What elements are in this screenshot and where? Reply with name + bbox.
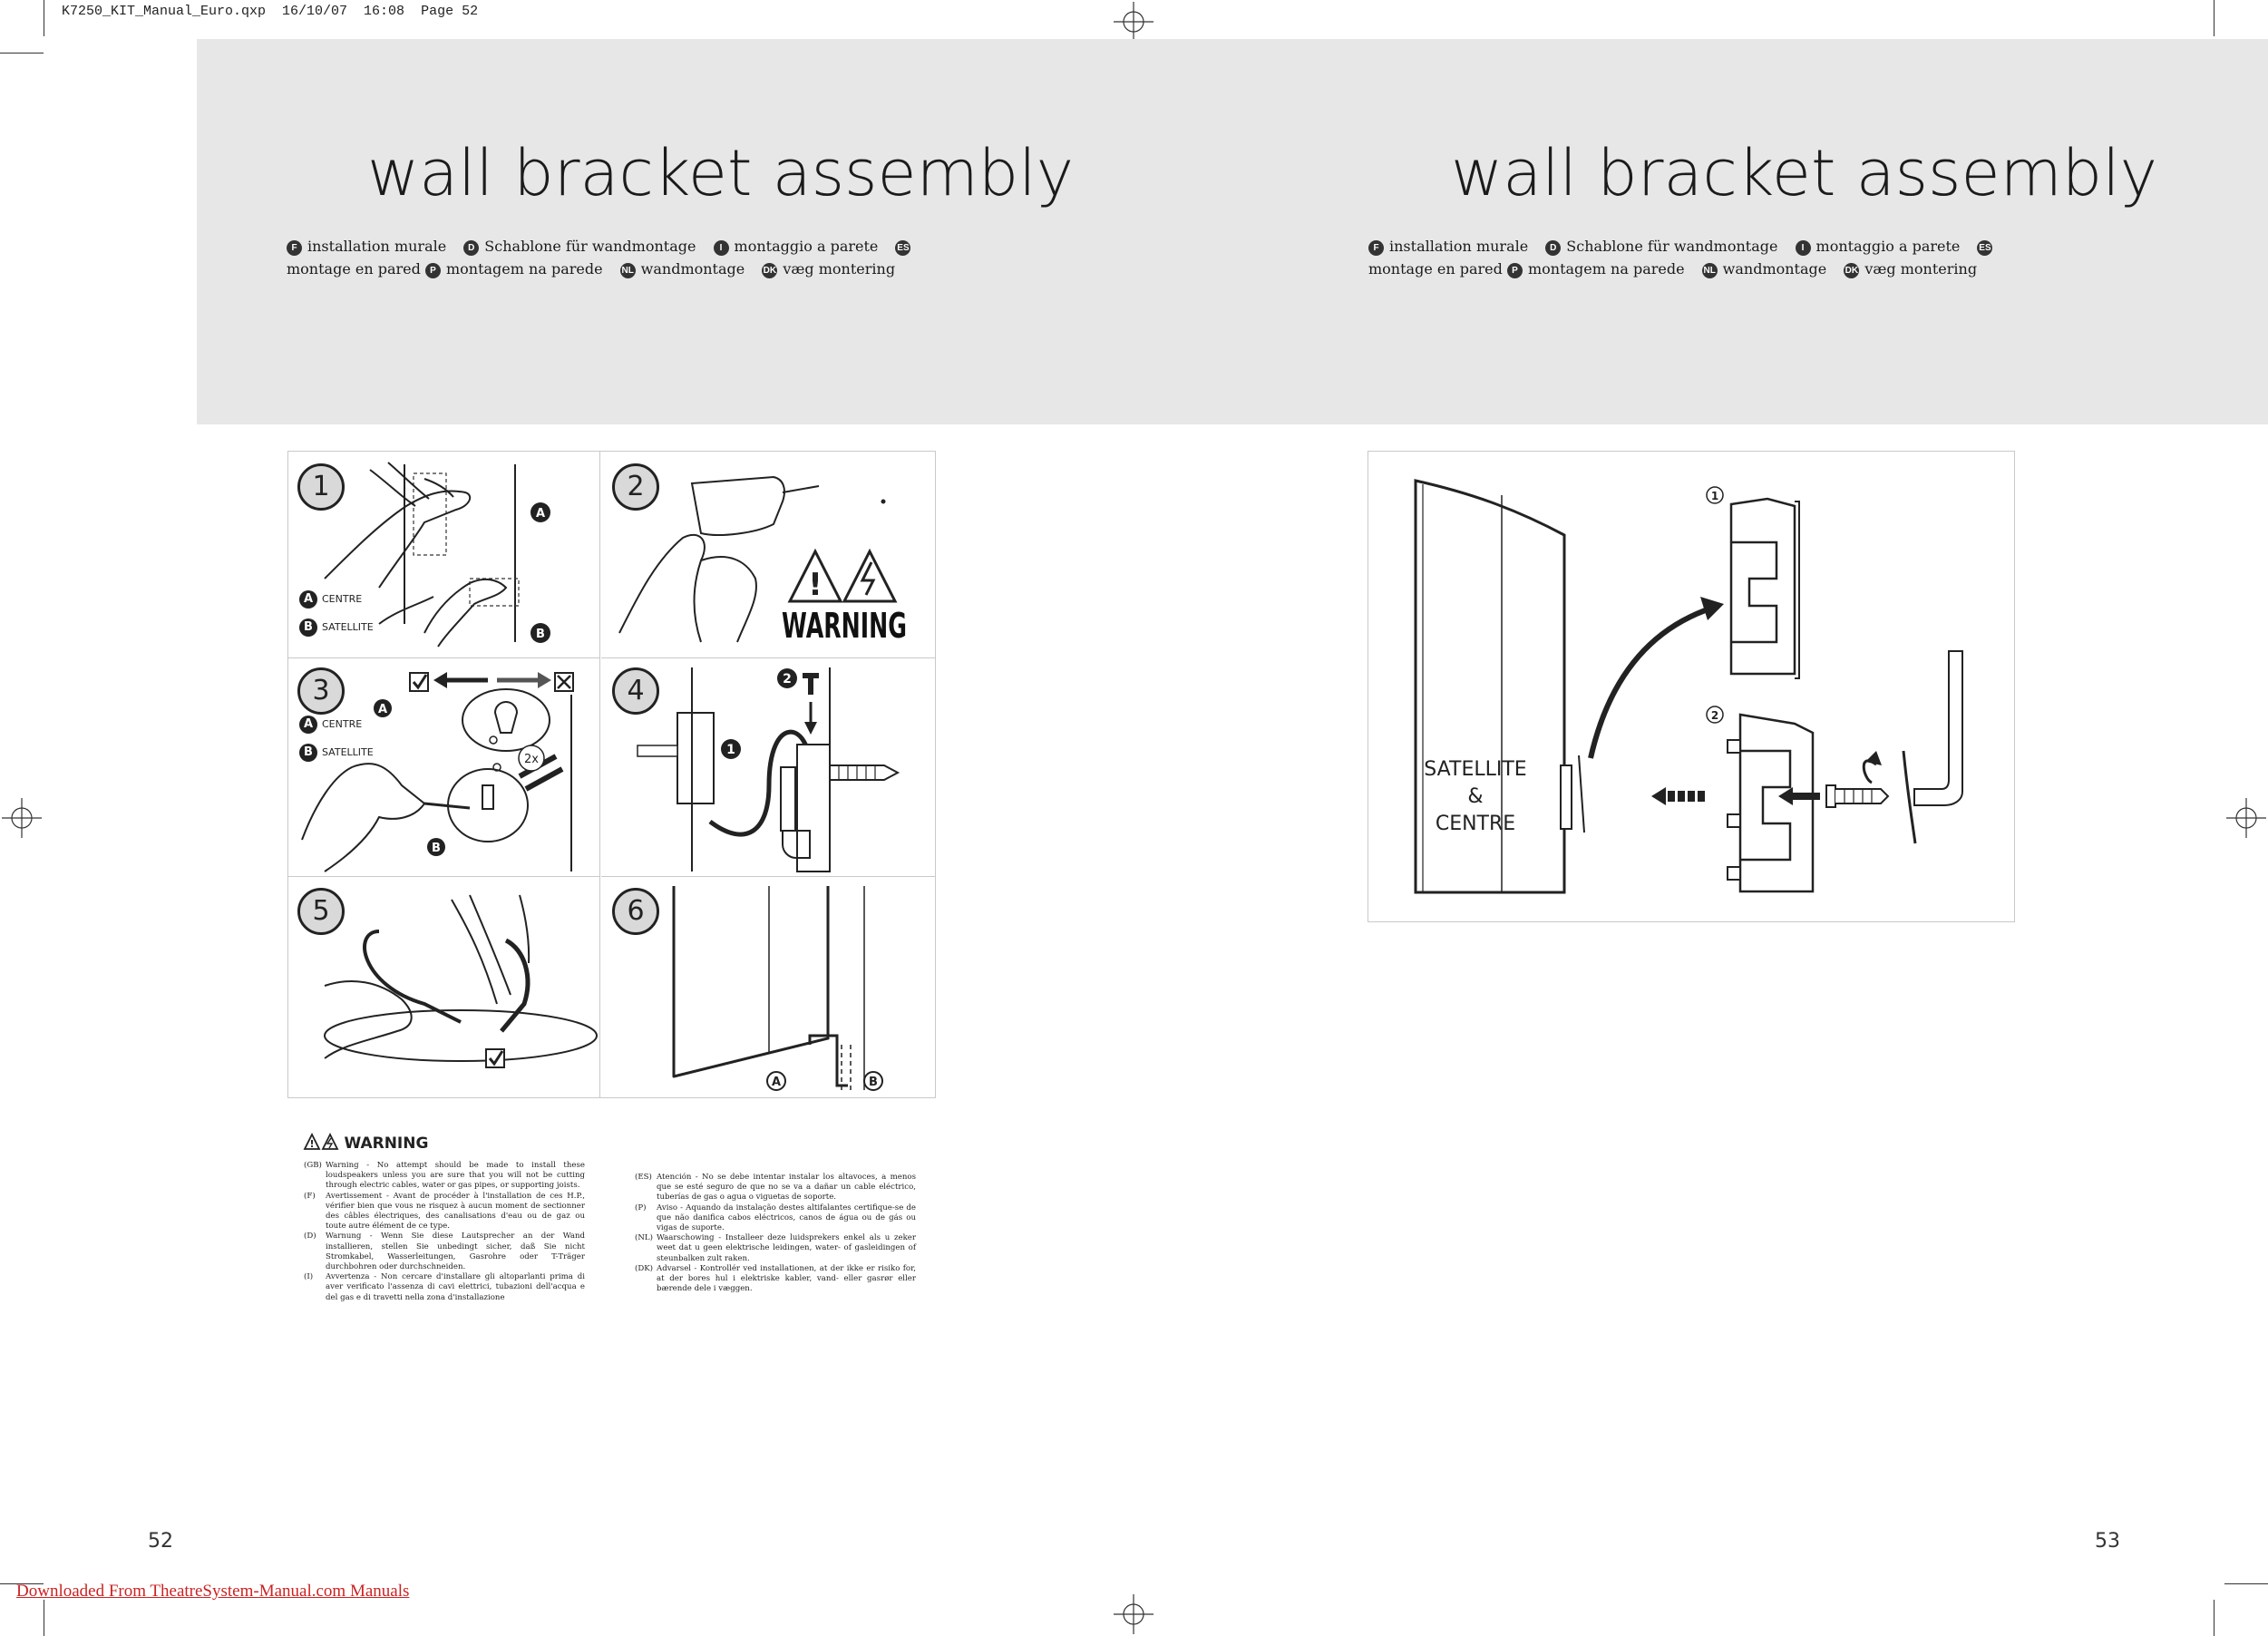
warning-item: (ES) Atención - No se debe intentar instalar los altavoces, a menos que se esté seguro de que no se va a dañar un cable eléctrico, tuberías de gas o agua o viguetas de soporte.: [635, 1173, 916, 1203]
step-4: [601, 658, 935, 877]
warning-item: (D) Warnung - Wenn Sie diese Lautsprecher an der Wand installieren, stellen Sie unbedingt sicher, daß Sie nicht Stromkabel, Wasserleitungen, Gasrohre oder T-Träger durchbohren oder durchschneiden.: [304, 1232, 585, 1272]
language-item: D Schablone für wandmontage: [1545, 238, 1777, 255]
step-1: [288, 452, 600, 658]
warning-item: (NL) Waarschowing - Installeer deze luidsprekers enkel als u zeker weet dat u geen elektrische leidingen, water- of gasleidingen of steunbalken zult raken.: [635, 1233, 916, 1263]
language-item: ESmontage en pared: [1368, 238, 1998, 278]
warning-item: (P) Aviso - Aquando da instalação destes altifalantes certifique-se de que não danifica cabos eléctricos, canos de água ou de gás ou vigas de suporte.: [635, 1203, 916, 1233]
callout-1: 1: [726, 743, 735, 757]
bracket-mounting-illustration: [601, 658, 935, 876]
fixing-screws-illustration: [288, 658, 599, 876]
page-number-right: 53: [2095, 1530, 2120, 1553]
marker-a: A: [535, 507, 546, 521]
language-item: F installation murale: [1368, 238, 1528, 255]
svg-text:!: !: [808, 567, 823, 603]
language-item: I montaggio a parete: [1796, 238, 1961, 255]
warning-item: (I) Avvertenza - Non cercare d'installare gli altoparlanti prima di aver verificato l'assenza di cavi elettrici, tubazioni dell'acqua e del gas e di travetti nella zona d'installazione: [304, 1272, 585, 1302]
label-centre: A CENTRE: [299, 716, 362, 734]
header-banner: [197, 39, 2268, 424]
svg-text:!: !: [309, 1138, 315, 1150]
language-item: P montagem na parede: [1507, 260, 1685, 278]
marker-b: B: [869, 1076, 878, 1089]
download-source-link[interactable]: Downloaded From TheatreSystem-Manual.com Manuals: [16, 1582, 410, 1601]
speaker-label: SATELLITE: [1424, 758, 1527, 781]
warning-item: (GB) Warning - No attempt should be made to install these loudspeakers unless you are sure that you will not be cutting through electric cables, water or gas pipes, or supporting joists.: [304, 1161, 585, 1191]
label-satellite: B SATELLITE: [299, 744, 374, 762]
label-centre: A CENTRE: [299, 590, 362, 609]
marker-a: A: [771, 1076, 782, 1089]
print-slug: K7250_KIT_Manual_Euro.qxp 16/10/07 16:08 Page 52: [62, 4, 479, 19]
warning-column-1: [304, 1161, 585, 1303]
drilling-illustration: [601, 452, 935, 657]
registration-mark-icon: [2, 798, 42, 838]
step-number: 2: [612, 463, 659, 511]
language-item: DK væg montering: [1845, 260, 1978, 278]
step-number: 5: [297, 888, 345, 935]
language-item: ESmontage en pared: [287, 238, 916, 278]
step-number: 6: [612, 888, 659, 935]
language-item: NL wandmontage: [621, 260, 745, 278]
callout-2: 2: [783, 672, 792, 687]
warning-sign-text: WARNING: [782, 606, 907, 646]
page-title-left: wall bracket assembly: [367, 136, 1075, 210]
cable-connection-illustration: [288, 877, 599, 1097]
language-item: D Schablone für wandmontage: [463, 238, 696, 255]
steps-panel: [287, 451, 936, 1098]
crop-mark: [0, 53, 44, 54]
language-list-left: [287, 235, 939, 280]
language-item: P montagem na parede: [425, 260, 603, 278]
language-item: I montaggio a parete: [714, 238, 879, 255]
step-5: [288, 877, 600, 1097]
registration-mark-icon: [1114, 1594, 1153, 1634]
step-number: 1: [297, 463, 345, 511]
warning-item: (DK) Advarsel - Kontrollér ved installationen, at der ikke er risiko for, at der bores hul i elektriske kabler, vand- eller gasrør eller bærende dele i væggen.: [635, 1263, 916, 1294]
warning-item: (F) Avertissement - Avant de procéder à l'installation de ces H.P., vérifier bien que vous ne risquez à aucun moment de sectionner des câbles électriques, des canalisations d'eau ou de gaz ou toute autre élément de ce type.: [304, 1191, 585, 1232]
bracket-diagram-panel: [1368, 451, 2015, 922]
marker-b: B: [432, 842, 441, 855]
language-list-right: [1368, 235, 2021, 280]
speaker-label: &: [1467, 785, 1484, 808]
step-3: [288, 658, 600, 877]
step-number: 4: [612, 667, 659, 715]
language-item: NL wandmontage: [1703, 260, 1827, 278]
step-2: [601, 452, 935, 658]
label-satellite: B SATELLITE: [299, 618, 374, 637]
warning-column-2: [635, 1173, 916, 1294]
hang-speaker-illustration: [601, 877, 935, 1097]
callout-1: 1: [1710, 490, 1719, 502]
step-number: 3: [297, 667, 345, 715]
marker-b: B: [536, 628, 545, 641]
language-item: F installation murale: [287, 238, 446, 255]
step-6: [601, 877, 935, 1097]
marker-a: A: [377, 703, 388, 716]
speaker-label: CENTRE: [1435, 813, 1516, 835]
crop-mark: [2224, 1583, 2268, 1584]
language-item: DK væg montering: [763, 260, 896, 278]
page-number-left: 52: [148, 1530, 173, 1553]
warning-heading: ! WARNING: [304, 1134, 428, 1153]
registration-mark-icon: [2226, 798, 2266, 838]
callout-2: 2: [1710, 709, 1719, 722]
count-label: 2x: [524, 753, 539, 766]
registration-mark-icon: [1114, 2, 1153, 42]
page-title-right: wall bracket assembly: [1451, 136, 2158, 210]
satellite-bracket-illustration: [1368, 452, 2014, 921]
warning-triangle-icon: [304, 1134, 340, 1150]
